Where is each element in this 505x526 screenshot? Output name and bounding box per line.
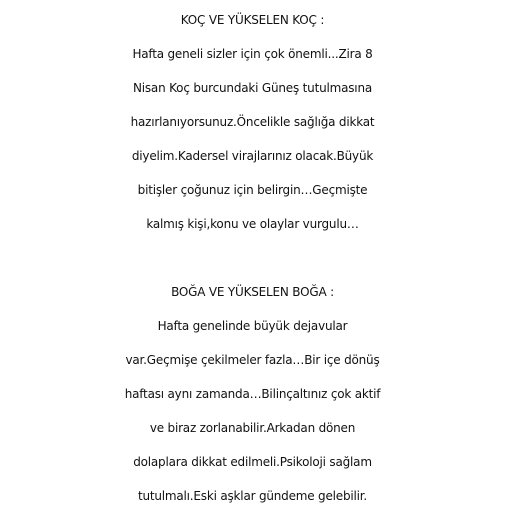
paragraph-line: haftası aynı zamanda…Bilinçaltınız çok aktif	[124, 387, 381, 401]
paragraph-line: diyelim.Kadersel virajlarınız olacak.Büyük	[131, 149, 374, 163]
paragraph-line: dolaplara dikkat edilmeli.Psikoloji sağlam	[133, 455, 372, 469]
paragraph-line: ve biraz zorlanabilir.Arkadan dönen	[149, 421, 356, 435]
paragraph-line: bitişler çoğunuz için belirgin…Geçmişte	[137, 183, 368, 197]
paragraph-line: Hafta geneli sizler için çok önemli...Zira 8	[132, 47, 373, 61]
paragraph-line: Nisan Koç burcundaki Güneş tutulmasına	[132, 81, 373, 95]
section-heading-boga: BOĞA VE YÜKSELEN BOĞA :	[171, 285, 334, 299]
paragraph-line: tutulmalı.Eski aşklar gündeme gelebilir.	[137, 489, 368, 503]
paragraph-line: Hafta genelinde büyük dejavular	[157, 319, 348, 333]
paragraph-line: kalmış kişi,konu ve olaylar vurgulu…	[146, 217, 359, 231]
paragraph-line: var.Geçmişe çekilmeler fazla…Bir içe dönüş	[125, 353, 380, 367]
section-heading-koc: KOÇ VE YÜKSELEN KOÇ :	[180, 13, 325, 27]
paragraph-line: hazırlanıyorsunuz.Öncelikle sağlığa dikkat	[130, 115, 375, 129]
